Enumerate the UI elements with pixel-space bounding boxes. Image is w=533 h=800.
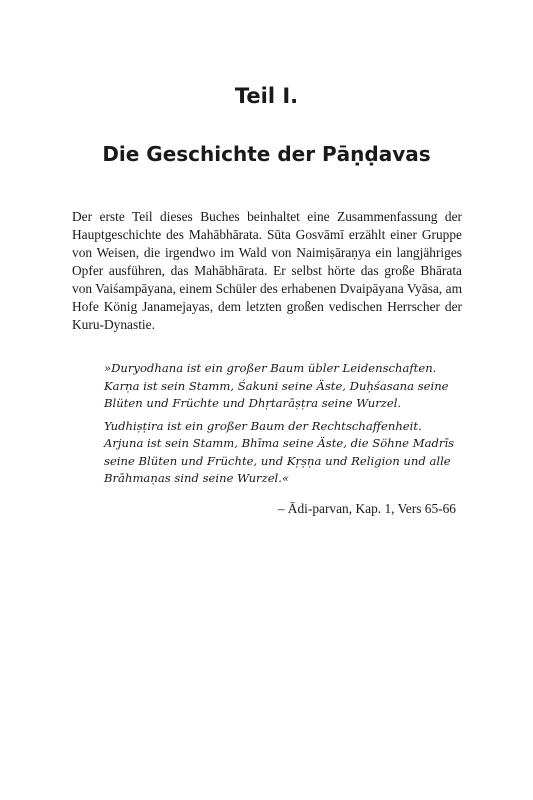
intro-paragraph: Der erste Teil dieses Buches beinhaltet eine Zusammenfassung der Hauptgeschichte des Mahābhārata. Sūta Gosvāmī erzählt einer Gruppe von Weisen, die irgendwo im Wald von Naimiṣāraṇya ein langjähriges Opfer ausführen, das Mahābhārata. Er selbst hörte das große Bhārata von Vaiśampāyana, einem Schüler des erhabenen Dvaipāyana Vyāsa, am Hofe König Janamejayas, dem letzten großen vedischen Herrscher der Kuru-Dynastie.: [72, 209, 462, 332]
quote-source: – Ādi-parvan, Kap. 1, Vers 65-66: [277, 501, 456, 516]
quote-paragraph-yudhisthira: Yudhiṣṭira ist ein großer Baum der Rechtschaffenheit. Arjuna ist sein Stamm, Bhīma seine Äste, die Söhne Madrīs seine Blüten und Früchte, und Kṛṣṇa und Religion und alle Brāhmaṇas sind seine Wurzel.«: [104, 418, 455, 485]
part-title: Die Geschichte der Pāṇḍavas: [102, 142, 431, 166]
quote-paragraph-duryodhana: »Duryodhana ist ein großer Baum übler Leidenschaften. Karṇa ist sein Stamm, Śakuni seine Äste, Duḥśasana seine Blüten und Früchte und Dhṛtarāṣṭra seine Wurzel.: [104, 361, 449, 410]
part-label: Teil I.: [234, 84, 299, 108]
epigraph-quote: [104, 360, 456, 493]
